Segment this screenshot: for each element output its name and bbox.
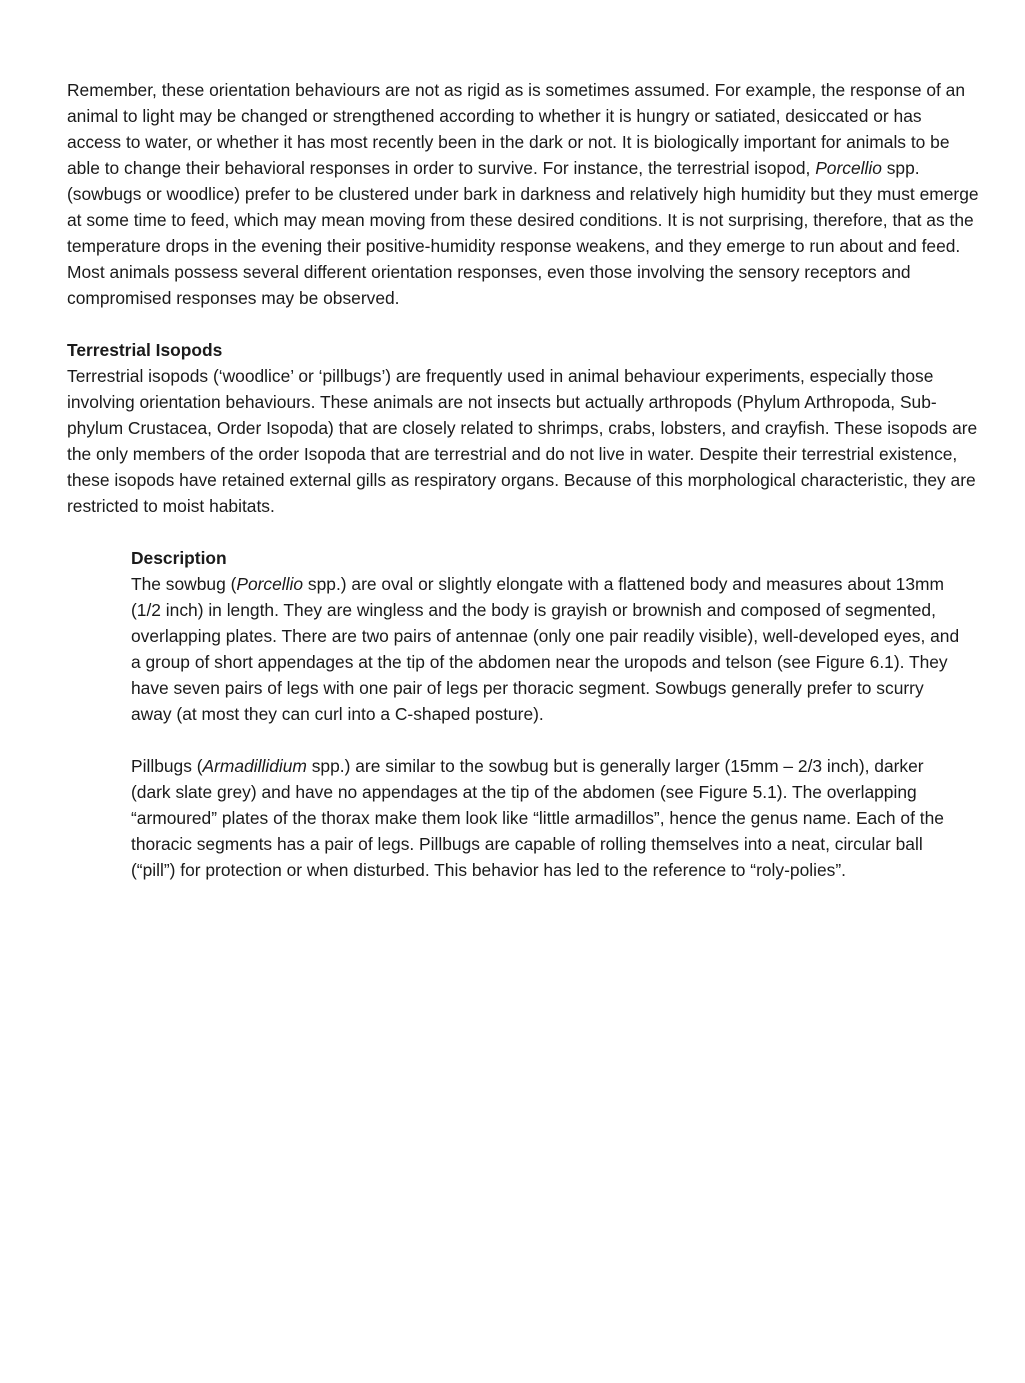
description-section (131, 545, 961, 883)
sowbug-text-1: The sowbug ( (131, 574, 237, 594)
document-page (67, 77, 979, 883)
description-heading: Description (131, 548, 227, 568)
isopods-paragraph: Terrestrial isopods (‘woodlice’ or ‘pillbugs’) are frequently used in animal behaviour experiments, especially those involving orientation behaviours. These animals are not insects but actually arthropods (Phylum Arthropoda, Sub-phylum Crustacea, Order Isopoda) that are closely related to shrimps, crabs, lobsters, and crayfish. These isopods are the only members of the order Isopoda that are terrestrial and do not live in water. Despite their terrestrial existence, these isopods have retained external gills as respiratory organs. Because of this morphological characteristic, they are restricted to moist habitats. (67, 366, 978, 516)
sowbug-paragraph (131, 571, 961, 727)
intro-text-1: Remember, these orientation behaviours are not as rigid as is sometimes assumed. For example, the response of an animal to light may be changed or strengthened according to whether it is hungry or satiated, desiccated or has access to water, or whether it has most recently been in the dark or not. It is biologically important for animals to be able to change their behavioral responses in order to survive. For instance, the terrestrial isopod, (67, 80, 966, 178)
pillbug-text-2: spp.) are similar to the sowbug but is generally larger (15mm – 2/3 inch), darker (dark slate grey) and have no appendages at the tip of the abdomen (see Figure 5.1). The overlapping “armoured” plates of the thorax make them look like “little armadillos”, hence the genus name. Each of the thoracic segments has a pair of legs. Pillbugs are capable of rolling themselves into a neat, circular ball (“pill”) for protection or when disturbed. This behavior has led to the reference to “roly-polies”. (131, 756, 944, 880)
spacer (67, 311, 979, 337)
pillbug-paragraph (131, 753, 961, 883)
sowbug-italic-genus: Porcellio (236, 574, 304, 594)
intro-text-2: spp. (sowbugs or woodlice) prefer to be clustered under bark in darkness and relatively high humidity but they must emerge at some time to feed, which may mean moving from these desired conditions. It is not surprising, therefore, that as the temperature drops in the evening their positive-humidity response weakens, and they emerge to run about and feed. Most animals possess several different orientation responses, even those involving the sensory receptors and compromised responses may be observed. (67, 158, 979, 308)
spacer (67, 519, 979, 545)
pillbug-text-1: Pillbugs ( (131, 756, 203, 776)
intro-italic-genus: Porcellio (815, 158, 882, 178)
spacer (131, 727, 961, 753)
isopods-heading: Terrestrial Isopods (67, 340, 223, 360)
intro-paragraph (67, 77, 979, 311)
pillbug-italic-genus: Armadillidium (202, 756, 307, 776)
sowbug-text-2: spp.) are oval or slightly elongate with a flattened body and measures about 13mm (1/2 inch) in length. They are wingless and the body is grayish or brownish and composed of segmented, overlapping plates. There are two pairs of antennae (only one pair readily visible), well-developed eyes, and a group of short appendages at the tip of the abdomen near the uropods and telson (see Figure 6.1). They have seven pairs of legs with one pair of legs per thoracic segment. Sowbugs generally prefer to scurry away (at most they can curl into a C-shaped posture). (131, 574, 960, 724)
